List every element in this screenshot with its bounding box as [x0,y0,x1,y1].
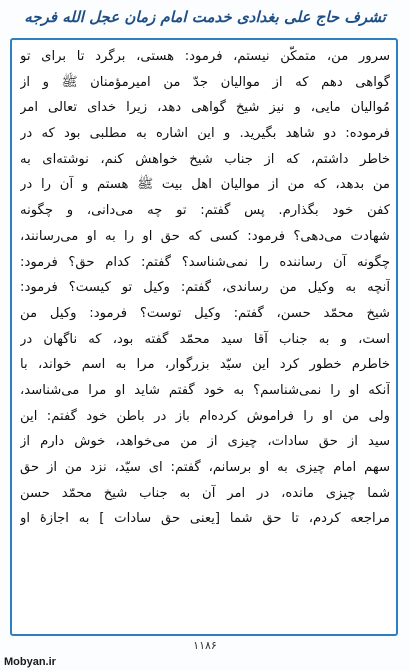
text-line: سهم امام چیزی به او برسانم، گفتم: ای سیّد، نزد من از حق [20,460,390,475]
text-line: من بدهد، که من از موالیان اهل بیت ﷺ هستم و آن را در [20,177,390,193]
text-line: شما چیزی مانده، در امر آن به جناب شیخ محمّد حسن [20,485,390,501]
text-line: آنچه به وکیل من رساندی، گفتم: وکیل تو کیست؟ فرمود: [20,280,390,296]
text-line: کفن خود بگذارم. پس گفتم: تو چه می‌دانی، و چگونه [20,203,390,219]
text-line: مراجعه کردم، تا حق شما [یعنی حق سادات ] به اجازهٔ او [20,511,390,527]
text-line: مُوالیان مایی، و نیز شیخ گواهی دهد، زیرا خدای تعالی امر [20,100,390,116]
page-number: ۱۱۸۶ [193,639,217,652]
text-line: شیخ محمّد حسن، گفتم: وکیل توست؟ فرمود: وکیل من [20,305,390,321]
body-text [20,44,390,532]
text-line: آنکه او را نمی‌شناسم؟ به خود گفتم شاید او مرا می‌شناسد، [20,382,390,398]
chapter-title: تشرف حاج علی بغدادی خدمت امام زمان عجل الله فرجه [24,8,386,26]
text-line: خاطر داشتم، که از جناب شیخ خواهش کنم، نوشته‌ای به [20,151,390,167]
text-line: گواهی دهم که از موالیان جدّ من امیرمؤمنان ﷺ و از [20,74,390,90]
text-line: خاطرم خطور کرد این سیّد بزرگوار، مرا به اسم خواند، با [20,357,390,373]
text-line: چگونه آن رساننده را نمی‌شناسد؟ گفتم: کدام حق؟ فرمود: [20,254,390,270]
text-line: فرموده: دو شاهد بگیرید. و این اشاره به مطلبی بود که در [20,126,390,142]
site-watermark: Mobyan.ir [4,656,56,668]
text-line: است، و به جناب آقا سید محمّد گفته بود، که ناگهان در [20,331,390,347]
text-line: شهادت می‌دهی؟ فرمود: کسی که حق او را به او می‌رسانند، [20,228,390,244]
text-line: سرور من، متمکّن نیستم، فرمود: هستی، برگرد تا برای تو [20,49,390,64]
text-line: ولی من او را فراموش کرده‌ام باز در باطن خود گفتم: این [20,408,390,424]
text-line: سید از حق سادات، چیزی از من می‌خواهد، خوش دارم از [20,434,390,450]
